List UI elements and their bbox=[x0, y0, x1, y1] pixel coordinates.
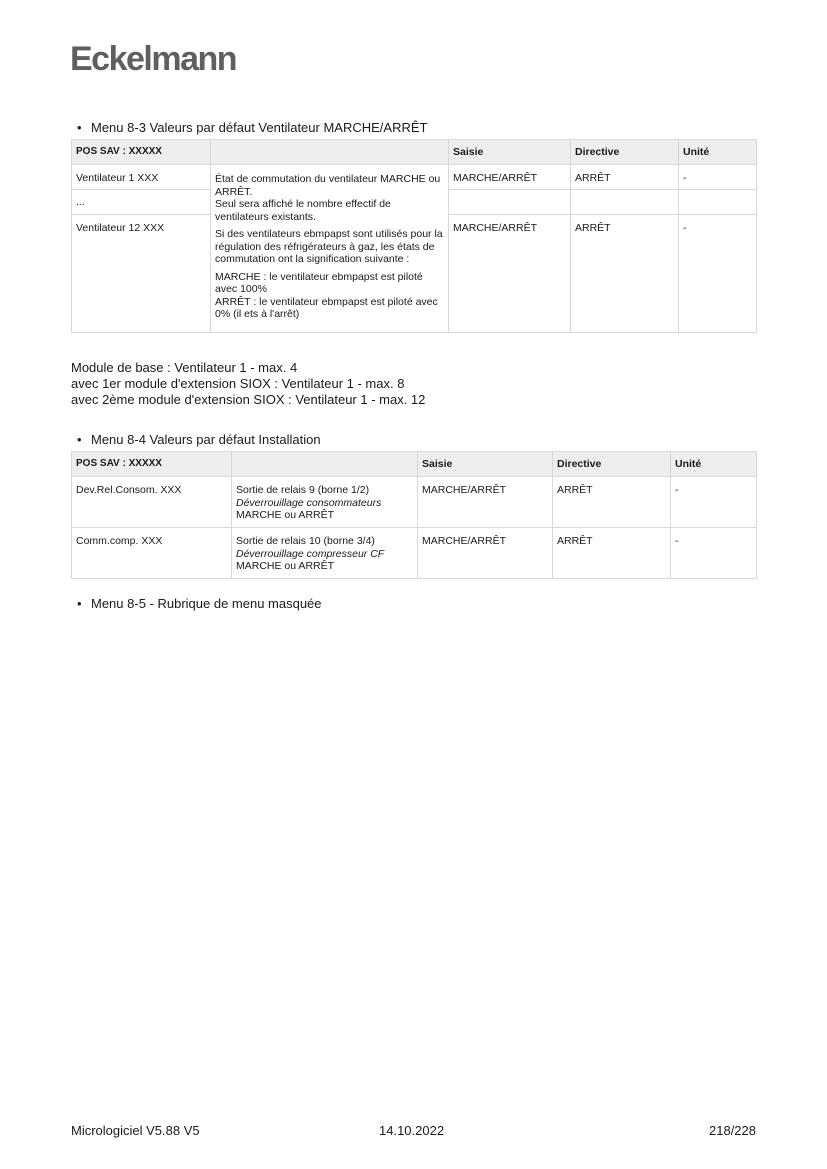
table-header-row bbox=[72, 140, 757, 165]
header-pos-sav: POS SAV : XXXXX bbox=[72, 140, 211, 165]
table-row bbox=[72, 528, 757, 579]
desc-p4a: MARCHE : le ventilateur ebmpapst est piloté avec 100% bbox=[215, 270, 423, 295]
directive-cell bbox=[571, 190, 679, 215]
saisie-cell: MARCHE/ARRÊT bbox=[418, 528, 553, 579]
table-header-row bbox=[72, 452, 757, 477]
footer-page-number: 218/228 bbox=[709, 1123, 756, 1138]
desc-line: Sortie de relais 10 (borne 3/4) bbox=[236, 535, 375, 547]
item-description-cell bbox=[232, 528, 418, 579]
header-description bbox=[211, 140, 449, 165]
desc-line-italic: Déverrouillage consommateurs bbox=[236, 496, 382, 509]
saisie-cell: MARCHE/ARRÊT bbox=[449, 165, 571, 190]
unite-cell: - bbox=[679, 215, 757, 333]
header-unite: Unité bbox=[679, 140, 757, 165]
item-name-cell: Dev.Rel.Consom. XXX bbox=[72, 477, 232, 528]
eckelmann-logo: Eckelmann bbox=[70, 40, 237, 78]
directive-cell: ARRÊT bbox=[553, 477, 671, 528]
desc-p3: Si des ventilateurs ebmpapst sont utilisés pour la régulation des réfrigérateurs à gaz, les états de commutation ont la signification suivante : bbox=[215, 228, 443, 265]
header-saisie: Saisie bbox=[418, 452, 553, 477]
directive-cell: ARRÊT bbox=[571, 215, 679, 333]
note-line: avec 2ème module d'extension SIOX : Ventilateur 1 - max. 12 bbox=[71, 392, 426, 407]
item-description-cell bbox=[232, 477, 418, 528]
fan-name-cell: ... bbox=[72, 190, 211, 215]
unite-cell: - bbox=[679, 165, 757, 190]
section-8-3-title: • Menu 8-3 Valeurs par défaut Ventilateur MARCHE/ARRÊT bbox=[77, 120, 428, 135]
note-line: Module de base : Ventilateur 1 - max. 4 bbox=[71, 360, 298, 375]
unite-cell: - bbox=[671, 477, 757, 528]
section-title-text: Menu 8-5 - Rubrique de menu masquée bbox=[91, 596, 322, 611]
note-line: avec 1er module d'extension SIOX : Ventilateur 1 - max. 8 bbox=[71, 376, 405, 391]
table-row bbox=[72, 477, 757, 528]
fan-defaults-table bbox=[71, 139, 757, 333]
desc-line: MARCHE ou ARRÊT bbox=[236, 509, 335, 521]
directive-cell: ARRÊT bbox=[553, 528, 671, 579]
desc-p2: Seul sera affiché le nombre effectif de ventilateurs existants. bbox=[215, 198, 391, 223]
directive-cell: ARRÊT bbox=[571, 165, 679, 190]
desc-line: MARCHE ou ARRÊT bbox=[236, 560, 335, 572]
section-title-text: Menu 8-4 Valeurs par défaut Installation bbox=[91, 432, 321, 447]
desc-line-italic: Déverrouillage compresseur CF bbox=[236, 547, 385, 560]
unite-cell bbox=[679, 190, 757, 215]
footer-date: 14.10.2022 bbox=[379, 1123, 445, 1138]
unite-cell: - bbox=[671, 528, 757, 579]
saisie-cell: MARCHE/ARRÊT bbox=[418, 477, 553, 528]
fan-name-cell: Ventilateur 12 XXX bbox=[72, 215, 211, 333]
saisie-cell bbox=[449, 190, 571, 215]
desc-p1: État de commutation du ventilateur MARCHE ou ARRÊT. bbox=[215, 173, 441, 198]
fan-description-cell bbox=[211, 165, 449, 333]
section-8-4-title: • Menu 8-4 Valeurs par défaut Installation bbox=[77, 432, 321, 447]
item-name-cell: Comm.comp. XXX bbox=[72, 528, 232, 579]
fan-name-cell: Ventilateur 1 XXX bbox=[72, 165, 211, 190]
installation-defaults-table bbox=[71, 451, 757, 579]
saisie-cell: MARCHE/ARRÊT bbox=[449, 215, 571, 333]
desc-line: Sortie de relais 9 (borne 1/2) bbox=[236, 484, 370, 496]
section-title-text: Menu 8-3 Valeurs par défaut Ventilateur MARCHE/ARRÊT bbox=[91, 120, 428, 135]
header-saisie: Saisie bbox=[449, 140, 571, 165]
header-pos-sav: POS SAV : XXXXX bbox=[72, 452, 232, 477]
header-description bbox=[232, 452, 418, 477]
table-row bbox=[72, 165, 757, 190]
header-directive: Directive bbox=[553, 452, 671, 477]
header-unite: Unité bbox=[671, 452, 757, 477]
footer-software: Micrologiciel V5.88 V5 bbox=[71, 1123, 200, 1138]
header-directive: Directive bbox=[571, 140, 679, 165]
section-8-5-title: • Menu 8-5 - Rubrique de menu masquée bbox=[77, 596, 322, 611]
desc-p4b: ARRÊT : le ventilateur ebmpapst est piloté avec 0% (il ets à l'arrêt) bbox=[215, 295, 438, 320]
module-notes bbox=[71, 360, 425, 408]
